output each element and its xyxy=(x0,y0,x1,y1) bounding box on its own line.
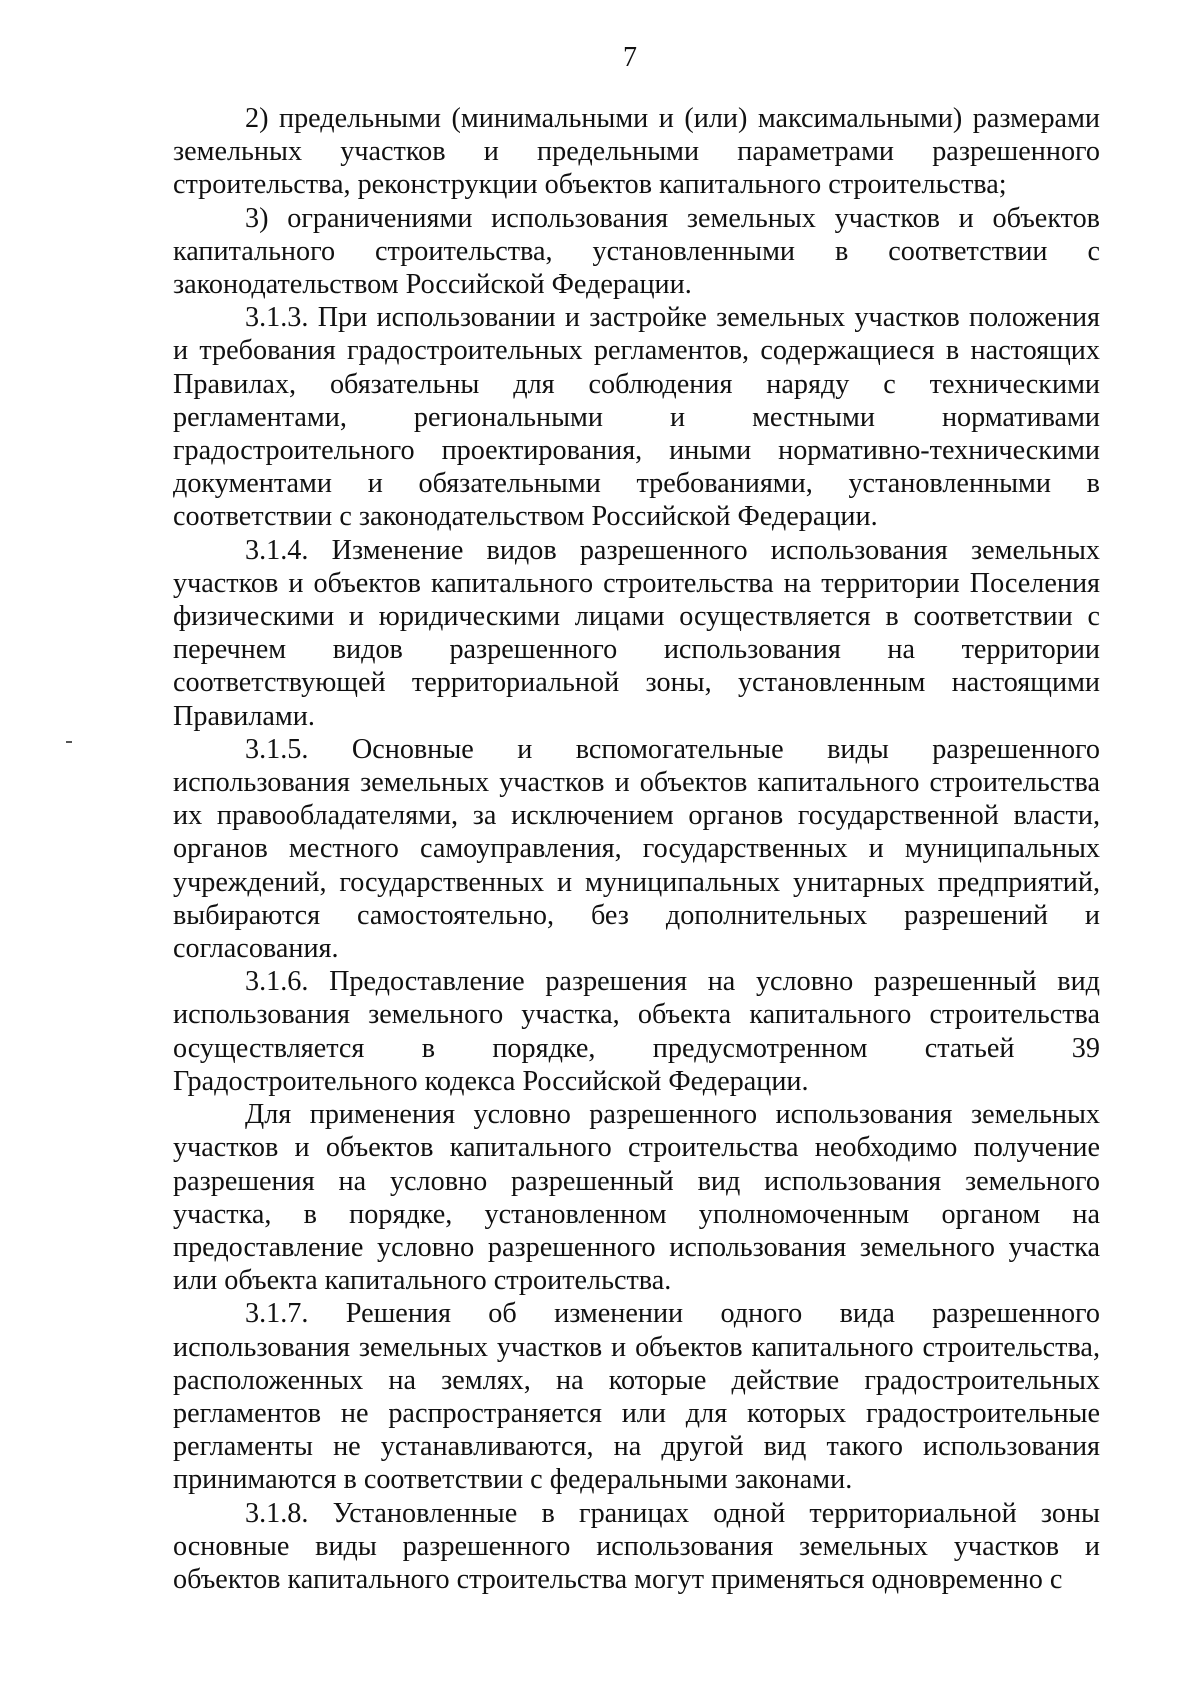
paragraph-3-1-6: 3.1.6. Предоставление разрешения на условно разрешенный вид использования земельного участка, объекта капитального строительства осуществляется в порядке, предусмотренном статьей 39 Градостроительного кодекса Российской Федерации. xyxy=(173,966,1100,1097)
paragraph-item-3: 3) ограничениями использования земельных участков и объектов капитального строительства, установленными в соответствии с законодательством Российской Федерации. xyxy=(173,202,1100,301)
paragraph-3-1-7: 3.1.7. Решения об изменении одного вида разрешенного использования земельных участков и объектов капитального строительства, расположенных на землях, на которые действие градостроительных регламентов не распространяется или для которых градостроительные регламенты не устанавливаются, на другой вид такого использования принимаются в соответствии с федеральными законами. xyxy=(173,1298,1100,1496)
page-number: 7 xyxy=(623,42,637,73)
paragraph-item-2: 2) предельными (минимальными и (или) максимальными) размерами земельных участков и предельными параметрами разрешенного строительства, реконструкции объектов капитального строительства; xyxy=(173,103,1100,201)
paragraph-3-1-8: 3.1.8. Установленные в границах одной территориальной зоны основные виды разрешенного использования земельных участков и объектов капитального строительства могут применяться одновременно с xyxy=(173,1497,1100,1595)
paragraph-conditional-use: Для применения условно разрешенного использования земельных участков и объектов капитального строительства необходимо получение разрешения на условно разрешенный вид использования земельного участка, в порядке, установленном уполномоченным органом на предоставление условно разрешенного использования земельного участка или объекта капитального строительства. xyxy=(173,1099,1100,1297)
document-body xyxy=(173,102,1100,1596)
paragraph-3-1-5: 3.1.5. Основные и вспомогательные виды разрешенного использования земельных участков и объектов капитального строительства их правообладателями, за исключением органов государственной власти, органов местного самоуправления, государственных и муниципальных учреждений, государственных и муниципальных унитарных предприятий, выбираются самостоятельно, без дополнительных разрешений и согласования. xyxy=(173,733,1100,965)
scan-mark xyxy=(66,741,72,743)
paragraph-3-1-4: 3.1.4. Изменение видов разрешенного использования земельных участков и объектов капитального строительства на территории Поселения физическими и юридическими лицами осуществляется в соответствии с перечнем видов разрешенного использования на территории соответствующей территориальной зоны, установленным настоящими Правилами. xyxy=(173,534,1100,732)
paragraph-3-1-3: 3.1.3. При использовании и застройке земельных участков положения и требования градостроительных регламентов, содержащиеся в настоящих Правилах, обязательны для соблюдения наряду с техническими регламентами, региональными и местными нормативами градостроительного проектирования, иными нормативно-техническими документами и обязательными требованиями, установленными в соответствии с законодательством Российской Федерации. xyxy=(173,302,1100,533)
